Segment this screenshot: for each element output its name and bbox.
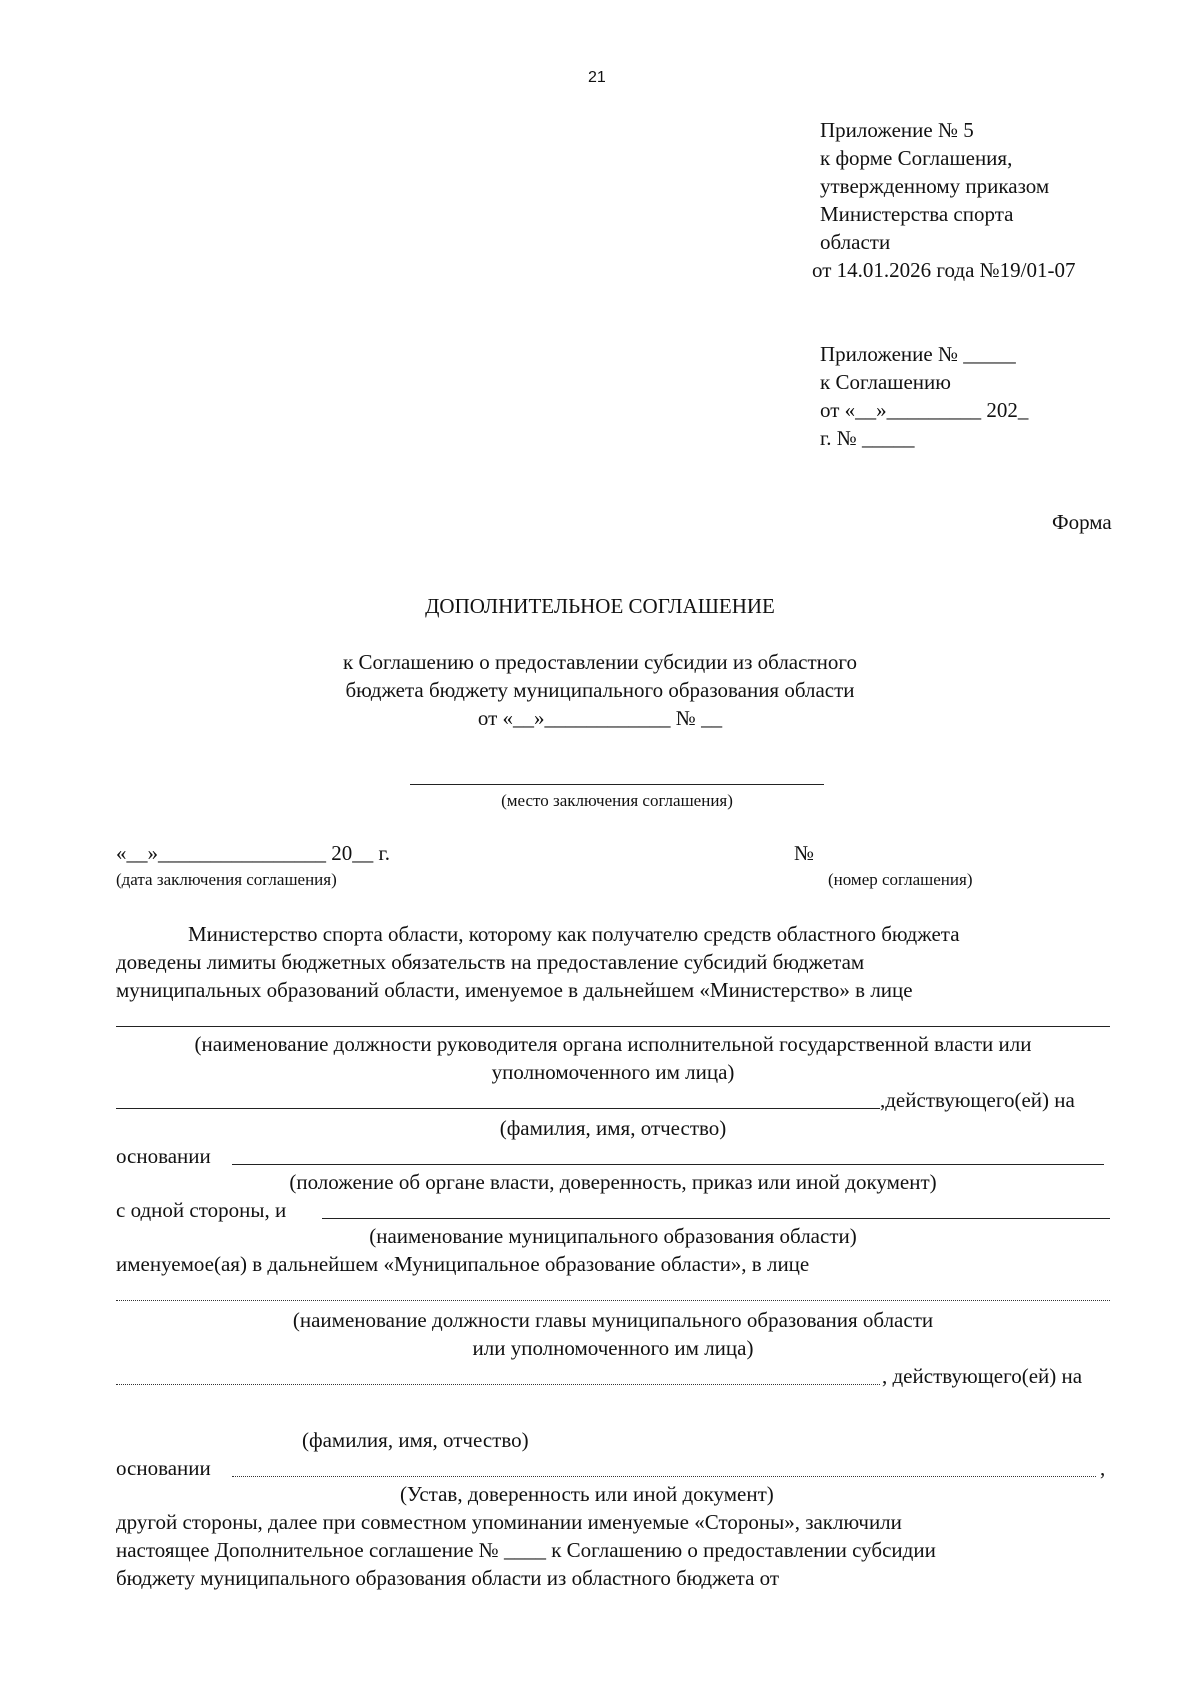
subtitle-line2: бюджета бюджету муниципального образования области <box>345 678 855 702</box>
appendix5-line6: от 14.01.2026 года №19/01-07 <box>812 258 1076 282</box>
para1-line3: муниципальных образований области, именуемое в дальнейшем «Министерство» в лице <box>116 978 913 1002</box>
fio1-caption: (фамилия, имя, отчество) <box>499 1116 727 1140</box>
municipality-field-line <box>322 1218 1110 1219</box>
basis2-caption: (Устав, доверенность или иной документ) <box>400 1482 774 1506</box>
date-field: «__»________________ 20__ г. <box>116 841 390 865</box>
basis2-field-line <box>232 1476 1096 1477</box>
appendix5-line2: к форме Соглашения, <box>820 146 1013 170</box>
ministry-head-caption-line2: уполномоченного им лица) <box>491 1060 735 1084</box>
appendix5-line1: Приложение № 5 <box>820 118 974 142</box>
final-line3: бюджету муниципального образования области из областного бюджета от <box>116 1566 780 1590</box>
municipal-head-field-line <box>116 1300 1110 1301</box>
one-side-label: с одной стороны, и <box>116 1198 287 1222</box>
basis1-caption: (положение об органе власти, доверенность, приказ или иной документ) <box>289 1170 937 1194</box>
appendix-blank-line3: от «__»_________ 202_ <box>820 398 1029 422</box>
subtitle-line1: к Соглашению о предоставлении субсидии из областного <box>343 650 857 674</box>
para1-line1: Министерство спорта области, которому как получателю средств областного бюджета <box>188 922 960 946</box>
subtitle-line3: от «__»____________ № __ <box>477 706 723 730</box>
basis1-label: основании <box>116 1144 211 1168</box>
appendix5-line4: Министерства спорта <box>820 202 1014 226</box>
appendix5-line3: утвержденному приказом <box>820 174 1050 198</box>
place-caption: (место заключения соглашения) <box>501 791 733 810</box>
fio1-field-line <box>116 1108 880 1109</box>
appendix-blank-line4: г. № _____ <box>820 426 915 450</box>
ministry-head-field-line <box>116 1026 1110 1027</box>
form-label: Форма <box>1052 510 1112 534</box>
municipal-head-caption-line2: или уполномоченного им лица) <box>472 1336 754 1360</box>
fio2-field-line <box>116 1384 880 1385</box>
para1-line2: доведены лимиты бюджетных обязательств на предоставление субсидий бюджетам <box>116 950 865 974</box>
basis2-comma: , <box>1100 1456 1106 1480</box>
page-number: 21 <box>588 69 606 86</box>
fio2-caption: (фамилия, имя, отчество) <box>302 1428 529 1452</box>
named-as-text: именуемое(ая) в дальнейшем «Муниципальное образование области», в лице <box>116 1252 810 1276</box>
basis1-field-line <box>232 1164 1104 1165</box>
final-line2: настоящее Дополнительное соглашение № ____ к Соглашению о предоставлении субсидии <box>116 1538 936 1562</box>
appendix-blank-line1: Приложение № _____ <box>820 342 1016 366</box>
acting2-label: , действующего(ей) на <box>882 1364 1083 1388</box>
appendix5-line5: области <box>820 230 891 254</box>
number-caption: (номер соглашения) <box>828 870 973 889</box>
date-caption: (дата заключения соглашения) <box>116 870 337 889</box>
place-field-line <box>410 784 824 785</box>
municipality-caption: (наименование муниципального образования области) <box>369 1224 857 1248</box>
basis2-label: основании <box>116 1456 211 1480</box>
acting1-label: ,действующего(ей) на <box>880 1088 1075 1112</box>
ministry-head-caption-line1: (наименование должности руководителя органа исполнительной государственной власти или <box>194 1032 1032 1056</box>
appendix-blank-line2: к Соглашению <box>820 370 951 394</box>
final-line1: другой стороны, далее при совместном упоминании именуемые «Стороны», заключили <box>116 1510 902 1534</box>
document-title: ДОПОЛНИТЕЛЬНОЕ СОГЛАШЕНИЕ <box>425 594 775 618</box>
number-sign: № <box>794 841 815 865</box>
municipal-head-caption-line1: (наименование должности главы муниципального образования области <box>292 1308 934 1332</box>
